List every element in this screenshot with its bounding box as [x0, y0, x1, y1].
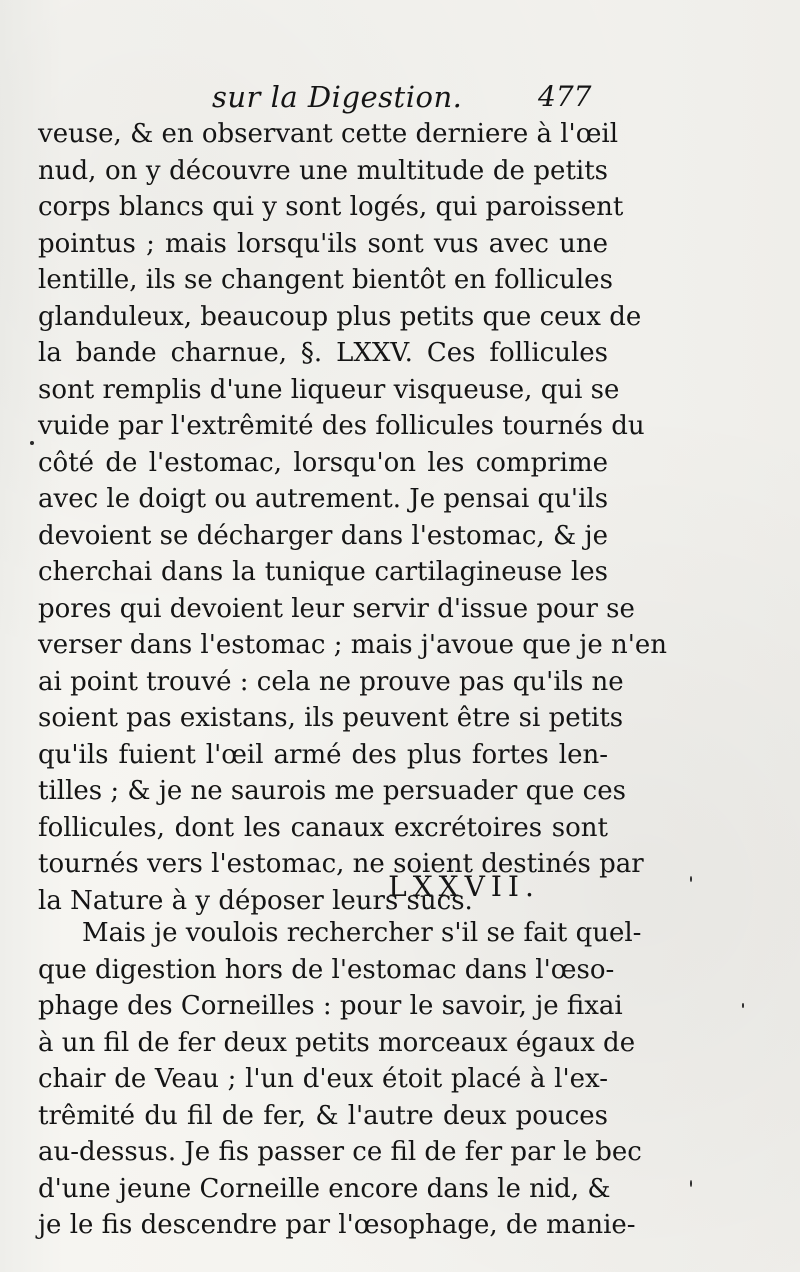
text-line: je le fis descendre par l'œsophage, de manie- [38, 1210, 636, 1240]
ink-speck [30, 441, 34, 445]
paragraph-1 [38, 116, 668, 919]
ink-speck [690, 876, 692, 882]
text-line: corps blancs qui y sont logés, qui paroissent [38, 192, 624, 222]
section-heading [0, 870, 800, 903]
text-line: d'une jeune Corneille encore dans le nid, & [38, 1173, 611, 1204]
page-number: 477 [538, 80, 592, 113]
ink-speck [690, 1180, 692, 1187]
text-line: veuse, & en observant cette derniere à l'œil [38, 119, 619, 149]
text-line: tilles ; & je ne saurois me persuader que ces [38, 776, 626, 806]
section-number: LXXVII. [388, 870, 540, 903]
text-line: follicules, dont les canaux excrétoires sont [38, 812, 608, 843]
text-line: verser dans l'estomac ; mais j'avoue que je n'en [38, 630, 668, 660]
ink-speck [742, 1003, 744, 1008]
text-line: la Nature à y déposer leurs sucs. [38, 885, 473, 916]
text-line: la bande charnue, §. LXXV. Ces follicules [38, 338, 608, 368]
text-line: soient pas existans, ils peuvent être si petits [38, 703, 624, 733]
text-line: que digestion hors de l'estomac dans l'œso- [38, 954, 615, 985]
text-line: pointus ; mais lorsqu'ils sont vus avec une [38, 228, 608, 259]
text-line: ai point trouvé : cela ne prouve pas qu'ils ne [38, 666, 624, 697]
text-line: tournés vers l'estomac, ne soient destinés par [38, 849, 644, 879]
page-header [0, 80, 800, 120]
text-line: sont remplis d'une liqueur visqueuse, qui se [38, 374, 620, 405]
paragraph-2 [38, 915, 642, 1244]
text-line: cherchai dans la tunique cartilagineuse les [38, 557, 608, 587]
text-line: trêmité du fil de fer, & l'autre deux pouces [38, 1100, 608, 1131]
text-line: côté de l'estomac, lorsqu'on les comprime [38, 447, 608, 478]
text-line: vuide par l'extrêmité des follicules tournés du [38, 411, 645, 441]
running-title: sur la Digestion. [212, 80, 463, 114]
text-line: nud, on y découvre une multitude de petits [38, 155, 608, 186]
text-line: au-dessus. Je fis passer ce fil de fer par le bec [38, 1137, 642, 1167]
text-line: devoient se décharger dans l'estomac, & je [38, 520, 608, 551]
text-line: lentille, ils se changent bientôt en follicules [38, 265, 613, 295]
text-line: glanduleux, beaucoup plus petits que ceux de [38, 301, 642, 332]
text-line: avec le doigt ou autrement. Je pensai qu'ils [38, 484, 609, 514]
text-line: phage des Corneilles : pour le savoir, je fixai [38, 991, 623, 1021]
text-line: à un fil de fer deux petits morceaux égaux de [38, 1027, 636, 1058]
text-line: qu'ils fuient l'œil armé des plus fortes len- [38, 739, 608, 770]
text-line: Mais je voulois rechercher s'il se fait quel- [82, 918, 642, 948]
text-line: chair de Veau ; l'un d'eux étoit placé à l'ex- [38, 1064, 608, 1094]
text-line: pores qui devoient leur servir d'issue pour se [38, 593, 635, 624]
